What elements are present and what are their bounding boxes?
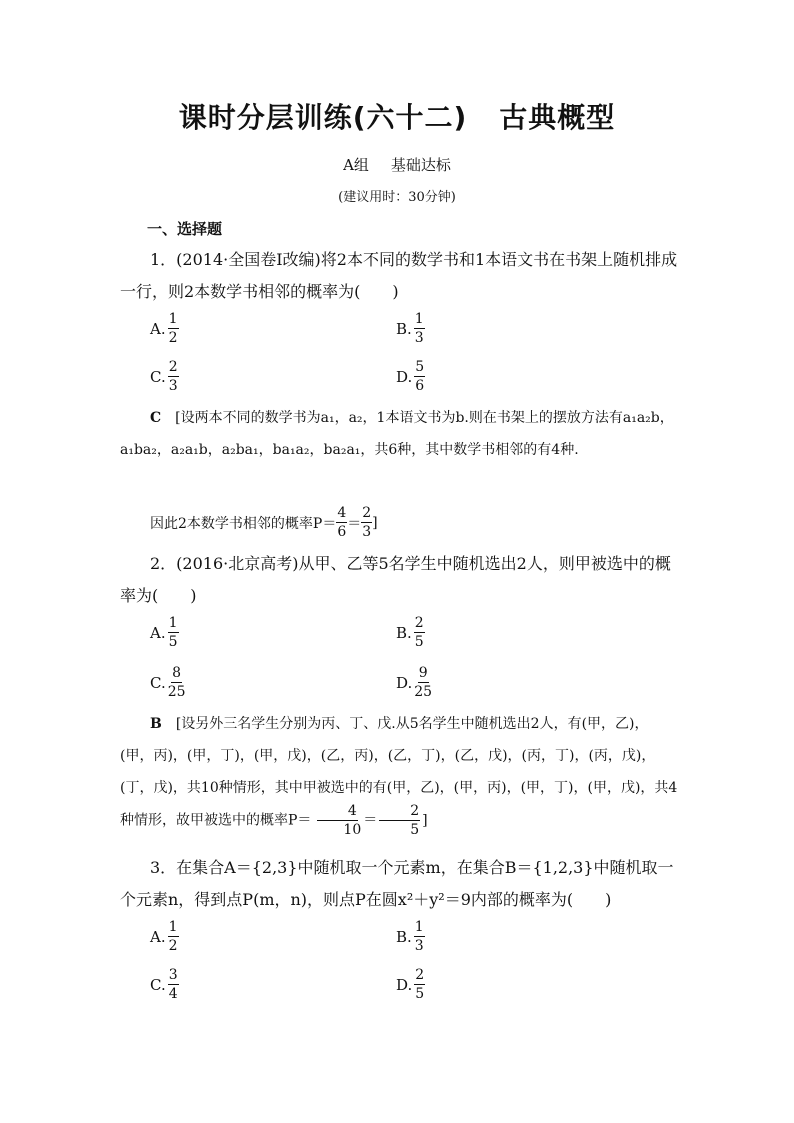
section-heading: 一、选择题 (147, 220, 223, 238)
q1-option-b: B. $\frac{1}{3}$ (396, 311, 424, 346)
q1-option-a: A. $\frac{1}{2}$ (150, 311, 178, 346)
q3-option-d: D. $\frac{2}{5}$ (396, 967, 425, 1002)
time-note: (建议用时：30分钟) (338, 190, 456, 205)
title-topic: 古典概型 (499, 101, 616, 134)
question-1-text: 1．(2014·全国卷Ⅰ改编)将2本不同的数学书和1本语文书在书架上随机排成一行，则2本数学书相邻的概率为( ) (120, 250, 678, 301)
group-name: A组 (343, 156, 369, 174)
q1-answer-text: [设两本不同的数学书为a₁，a₂，1本语文书为b.则在书架上的摆放方法有a₁a₂b，a₁ba₂，a₂a₁b，a₂ba₁，ba₁a₂，ba₂a₁，共6种，其中数学书相邻的有4种. (120, 410, 674, 458)
q3-option-c: C. $\frac{3}{4}$ (150, 967, 178, 1002)
title-main: 课时分层训练(六十二) (178, 101, 468, 134)
q3-option-a: A. $\frac{1}{2}$ (150, 919, 178, 954)
q3-option-b: B. $\frac{1}{3}$ (396, 919, 424, 954)
q2-option-b: B. $\frac{2}{5}$ (396, 615, 424, 650)
q1-answer-letter: C (150, 410, 162, 426)
q2-option-c: C. $\frac{8}{25}$ (150, 665, 186, 700)
q1-option-c: C. $\frac{2}{3}$ (150, 359, 178, 394)
q1-option-d: D. $\frac{5}{6}$ (396, 359, 425, 394)
question-2-text: 2．(2016·北京高考)从甲、乙等5名学生中随机选出2人，则甲被选中的概率为( ) (120, 554, 671, 605)
q2-answer-letter: B (150, 716, 162, 732)
group-heading (0, 154, 794, 175)
question-3-text: 3．在集合A＝{2,3}中随机取一个元素m，在集合B＝{1,2,3}中随机取一个元素n，得到点P(m，n)，则点P在圆x²＋y²＝9内部的概率为( ) (120, 858, 674, 909)
q2-option-a: A. $\frac{1}{5}$ (150, 615, 178, 650)
q2-option-d: D. $\frac{9}{25}$ (396, 665, 433, 700)
q1-answer-conclusion: 因此2本数学书相邻的概率P＝ $\frac{4}{6}$ ＝ $\frac{2}{3}$ ] (150, 505, 378, 540)
q2-answer-text: [设另外三名学生分别为丙、丁、戊.从5名学生中随机选出2人，有(甲，乙)，(甲，丙)，(甲，丁)，(甲，戊)，(乙，丙)，(乙，丁)，(乙，戊)，(丙，丁)，(丙，戊)，(丁，戊)，共10种情形，其中甲被选中的有(甲，乙)，(甲，丙)，(甲，丁)，(甲，戊)，共4种情形，故甲被选中的概率P＝ (120, 716, 678, 829)
question-1-answer (120, 402, 680, 466)
question-2-answer: B [设另外三名学生分别为丙、丁、戊.从5名学生中随机选出2人，有(甲，乙)，(甲，丙)，(甲，丁)，(甲，戊)，(乙，丙)，(乙，丁)，(乙，戊)，(丙，丁)，(丙，戊)，(丁，戊)，共10种情形，其中甲被选中的有(甲，乙)，(甲，丙)，(甲，丁)，(甲，戊)，共4种情形，故甲被选中的概率P＝ $\frac{4}{10}$ ＝ $\frac{2}{5}$ ] (120, 716, 678, 838)
group-subtitle: 基础达标 (390, 156, 451, 174)
page-title (0, 96, 794, 136)
